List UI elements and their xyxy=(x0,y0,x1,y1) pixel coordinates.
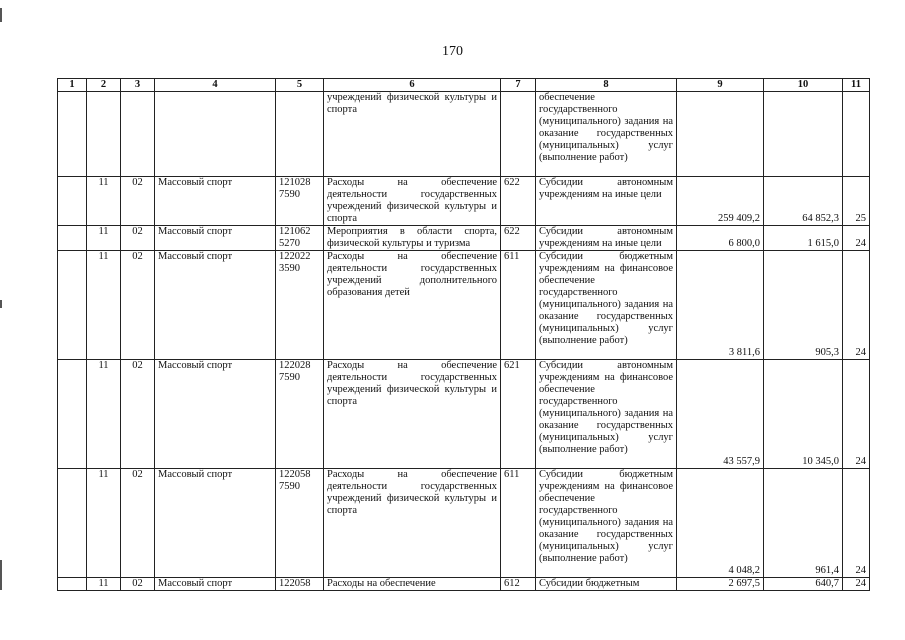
cell-11: 24 xyxy=(843,226,870,251)
cell-amount-10: 640,7 xyxy=(764,578,843,591)
cell-subsection-name: Массовый спорт xyxy=(155,226,276,251)
cell-target-code: 122058 7590 xyxy=(276,469,324,578)
cell-expense-name: Субсидии автономным учреждениям на иные цели xyxy=(536,177,677,226)
cell-amount-9: 43 557,9 xyxy=(677,360,764,469)
cell-amount-10: 64 852,3 xyxy=(764,177,843,226)
cell-subsection-name xyxy=(155,92,276,177)
cell-expense-name: Субсидии автономным учреждениям на иные цели xyxy=(536,226,677,251)
cell-expense-type: 622 xyxy=(501,226,536,251)
cell-target-name: Расходы на обеспечение деятельности государственных учреждений физической культуры и спорта xyxy=(324,360,501,469)
header-cell: 4 xyxy=(155,79,276,92)
header-cell: 6 xyxy=(324,79,501,92)
cell-amount-9 xyxy=(677,92,764,177)
table-row xyxy=(58,360,870,469)
cell-expense-name: Субсидии бюджетным учреждениям на финансовое обеспечение государственного (муниципального) задания на оказание государственных (муниципальных) услуг (выполнение работ) xyxy=(536,251,677,360)
scan-margin-mark xyxy=(0,8,2,22)
cell-section: 11 xyxy=(87,251,121,360)
cell-subsection-name: Массовый спорт xyxy=(155,360,276,469)
cell-amount-10: 1 615,0 xyxy=(764,226,843,251)
table-row xyxy=(58,469,870,578)
cell-expense-type: 622 xyxy=(501,177,536,226)
cell-11: 24 xyxy=(843,360,870,469)
cell-amount-9: 6 800,0 xyxy=(677,226,764,251)
cell-11: 24 xyxy=(843,578,870,591)
cell-section: 11 xyxy=(87,578,121,591)
cell-subsection-name: Массовый спорт xyxy=(155,469,276,578)
header-cell: 3 xyxy=(121,79,155,92)
cell-target-code: 122058 xyxy=(276,578,324,591)
cell-11 xyxy=(843,92,870,177)
cell-expense-type: 621 xyxy=(501,360,536,469)
header-cell: 8 xyxy=(536,79,677,92)
cell-subsection xyxy=(121,92,155,177)
cell-target-code: 122022 3590 xyxy=(276,251,324,360)
cell-expense-name: Субсидии автономным учреждениям на финансовое обеспечение государственного (муниципального) задания на оказание государственных (муниципальных) услуг (выполнение работ) xyxy=(536,360,677,469)
cell-subsection-name: Массовый спорт xyxy=(155,251,276,360)
cell-subsection: 02 xyxy=(121,360,155,469)
cell-1 xyxy=(58,360,87,469)
scan-margin-mark xyxy=(0,300,2,308)
cell-target-name: Расходы на обеспечение деятельности государственных учреждений дополнительного образования детей xyxy=(324,251,501,360)
cell-amount-9: 2 697,5 xyxy=(677,578,764,591)
cell-subsection: 02 xyxy=(121,177,155,226)
cell-subsection-name: Массовый спорт xyxy=(155,578,276,591)
header-cell: 7 xyxy=(501,79,536,92)
cell-target-code: 121062 5270 xyxy=(276,226,324,251)
cell-amount-9: 259 409,2 xyxy=(677,177,764,226)
cell-section: 11 xyxy=(87,226,121,251)
cell-1 xyxy=(58,251,87,360)
cell-subsection: 02 xyxy=(121,578,155,591)
header-cell: 5 xyxy=(276,79,324,92)
budget-table xyxy=(57,78,870,591)
cell-expense-name: обеспечение государственного (муниципального) задания на оказание государственных (муниципальных) услуг (выполнение работ) xyxy=(536,92,677,177)
header-cell: 2 xyxy=(87,79,121,92)
header-cell: 1 xyxy=(58,79,87,92)
cell-amount-10: 10 345,0 xyxy=(764,360,843,469)
cell-target-name: Мероприятия в области спорта, физической культуры и туризма xyxy=(324,226,501,251)
cell-expense-name: Субсидии бюджетным xyxy=(536,578,677,591)
cell-1 xyxy=(58,578,87,591)
cell-subsection: 02 xyxy=(121,469,155,578)
cell-11: 24 xyxy=(843,469,870,578)
cell-target-code xyxy=(276,92,324,177)
cell-subsection-name: Массовый спорт xyxy=(155,177,276,226)
cell-target-code: 121028 7590 xyxy=(276,177,324,226)
cell-expense-name: Субсидии бюджетным учреждениям на финансовое обеспечение государственного (муниципального) задания на оказание государственных (муниципальных) услуг (выполнение работ) xyxy=(536,469,677,578)
cell-subsection: 02 xyxy=(121,226,155,251)
cell-11: 24 xyxy=(843,251,870,360)
header-row xyxy=(58,79,870,92)
table-row xyxy=(58,92,870,177)
cell-target-name: Расходы на обеспечение деятельности государственных учреждений физической культуры и спорта xyxy=(324,469,501,578)
cell-1 xyxy=(58,469,87,578)
cell-expense-type: 611 xyxy=(501,469,536,578)
header-cell: 10 xyxy=(764,79,843,92)
header-cell: 9 xyxy=(677,79,764,92)
cell-target-name: учреждений физической культуры и спорта xyxy=(324,92,501,177)
cell-1 xyxy=(58,92,87,177)
cell-section: 11 xyxy=(87,469,121,578)
cell-expense-type: 611 xyxy=(501,251,536,360)
table-row xyxy=(58,578,870,591)
cell-amount-10: 961,4 xyxy=(764,469,843,578)
cell-target-name: Расходы на обеспечение деятельности государственных учреждений физической культуры и спорта xyxy=(324,177,501,226)
header-cell: 11 xyxy=(843,79,870,92)
cell-target-name: Расходы на обеспечение xyxy=(324,578,501,591)
table-row xyxy=(58,251,870,360)
table-row xyxy=(58,177,870,226)
cell-expense-type: 612 xyxy=(501,578,536,591)
scan-margin-mark xyxy=(0,560,2,590)
cell-amount-10: 905,3 xyxy=(764,251,843,360)
cell-amount-9: 3 811,6 xyxy=(677,251,764,360)
cell-expense-type xyxy=(501,92,536,177)
page-number: 170 xyxy=(442,44,463,59)
cell-subsection: 02 xyxy=(121,251,155,360)
cell-1 xyxy=(58,226,87,251)
cell-amount-9: 4 048,2 xyxy=(677,469,764,578)
cell-section xyxy=(87,92,121,177)
cell-target-code: 122028 7590 xyxy=(276,360,324,469)
table-row xyxy=(58,226,870,251)
cell-11: 25 xyxy=(843,177,870,226)
cell-amount-10 xyxy=(764,92,843,177)
cell-section: 11 xyxy=(87,360,121,469)
cell-section: 11 xyxy=(87,177,121,226)
cell-1 xyxy=(58,177,87,226)
